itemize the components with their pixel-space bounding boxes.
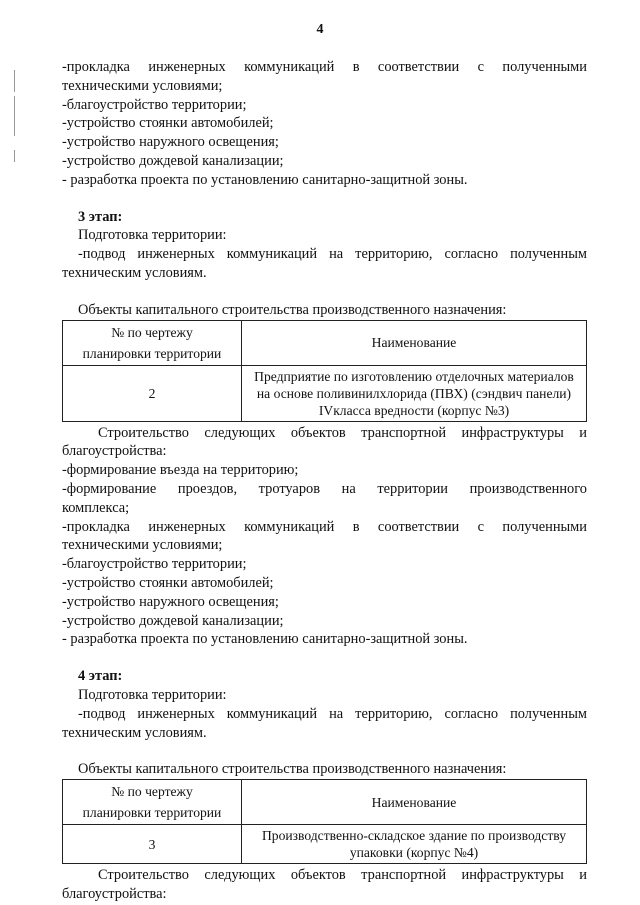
list-item: -формирование проездов, тротуаров на территории производственного <box>62 480 587 497</box>
list-item: - разработка проекта по установлению санитарно-защитной зоны. <box>62 631 468 648</box>
table-row <box>63 365 587 421</box>
list-item: -устройство стоянки автомобилей; <box>62 574 274 591</box>
table-caption: Объекты капитального строительства производственного назначения: <box>78 301 507 318</box>
stage-4-heading: 4 этап: <box>78 668 123 685</box>
document-body <box>62 58 587 904</box>
infrastructure-intro: Строительство следующих объектов транспортной инфраструктуры и <box>98 867 587 884</box>
list-item: - разработка проекта по установлению санитарно-защитной зоны. <box>62 171 468 188</box>
scan-edge-mark <box>14 96 15 136</box>
territory-prep-label: Подготовка территории: <box>78 686 227 703</box>
list-item: -формирование въезда на территорию; <box>62 462 299 479</box>
scan-edge-mark <box>14 70 15 92</box>
list-item: комплекса; <box>62 499 130 516</box>
list-item: -прокладка инженерных коммуникаций в соответствии с полученными <box>62 59 587 75</box>
infrastructure-intro: благоустройства: <box>62 443 167 460</box>
list-item: -прокладка инженерных коммуникаций в соответствии с полученными <box>62 518 587 535</box>
table-header-row <box>63 780 587 825</box>
objects-table-stage-3 <box>62 320 587 422</box>
list-item: -благоустройство территории; <box>62 96 247 113</box>
page-number: 4 <box>316 22 324 37</box>
list-item: -устройство наружного освещения; <box>62 134 279 151</box>
list-item: -благоустройство территории; <box>62 556 247 573</box>
infrastructure-intro: Строительство следующих объектов транспортной инфраструктуры и <box>98 424 587 441</box>
table-header-cell: Наименование <box>242 320 587 365</box>
list-item: -устройство наружного освещения; <box>62 593 279 610</box>
list-item: -устройство дождевой канализации; <box>62 612 284 629</box>
table-row <box>63 825 587 864</box>
territory-prep-label: Подготовка территории: <box>78 227 227 244</box>
table-header-cell: № по чертежу планировки территории <box>63 320 242 365</box>
utilities-line: техническим условиям. <box>62 724 207 741</box>
table-cell-name: Производственно-складское здание по производству упаковки (корпус №4) <box>242 825 587 864</box>
utilities-line: -подвод инженерных коммуникаций на территорию, согласно полученным <box>78 705 587 722</box>
list-item: техническими условиями; <box>62 77 223 94</box>
table-header-cell: Наименование <box>242 780 587 825</box>
table-header-row <box>63 320 587 365</box>
utilities-line: техническим условиям. <box>62 264 207 281</box>
list-item: -устройство стоянки автомобилей; <box>62 115 274 132</box>
stage-3-heading: 3 этап: <box>78 208 123 225</box>
list-item: техническими условиями; <box>62 537 223 554</box>
table-caption: Объекты капитального строительства производственного назначения: <box>78 761 507 778</box>
infrastructure-intro: благоустройства: <box>62 885 167 902</box>
utilities-line: -подвод инженерных коммуникаций на территорию, согласно полученным <box>78 246 587 263</box>
table-header-cell: № по чертежу планировки территории <box>63 780 242 825</box>
objects-table-stage-4 <box>62 779 587 864</box>
list-item: -устройство дождевой канализации; <box>62 152 284 169</box>
table-cell-number: 2 <box>63 365 242 421</box>
scan-edge-mark <box>14 150 15 162</box>
table-cell-number: 3 <box>63 825 242 864</box>
table-cell-name: Предприятие по изготовлению отделочных материалов на основе поливинилхлорида (ПВХ) (сэндвич панели) IVкласса вредности (корпус №3) <box>242 365 587 421</box>
